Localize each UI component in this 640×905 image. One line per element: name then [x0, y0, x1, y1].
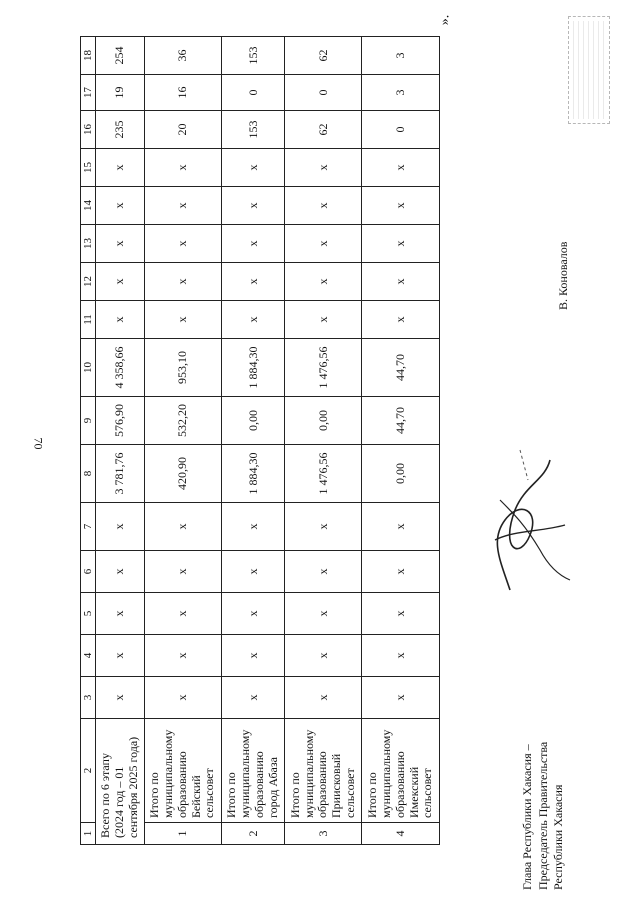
- cell: x: [144, 263, 221, 301]
- cell: 1 884,30: [222, 445, 285, 503]
- cell: x: [144, 301, 221, 339]
- cell: 0: [222, 75, 285, 111]
- cell: 44,70: [362, 339, 440, 397]
- cell: 576,90: [96, 397, 145, 445]
- cell: 0,00: [222, 397, 285, 445]
- header-cell: 16: [81, 111, 96, 149]
- cell: x: [96, 149, 145, 187]
- cell: x: [222, 263, 285, 301]
- cell: 62: [285, 37, 362, 75]
- cell: x: [144, 593, 221, 635]
- table-row: [96, 37, 145, 845]
- header-cell: 14: [81, 187, 96, 225]
- header-cell: 2: [81, 719, 96, 823]
- row-number: 2: [222, 823, 285, 845]
- cell: x: [285, 635, 362, 677]
- cell: x: [222, 635, 285, 677]
- cell: x: [285, 677, 362, 719]
- cell: x: [222, 187, 285, 225]
- table-row: [285, 37, 362, 845]
- cell: 19: [96, 75, 145, 111]
- cell: x: [222, 593, 285, 635]
- cell: 16: [144, 75, 221, 111]
- header-cell: 7: [81, 503, 96, 551]
- cell: x: [144, 503, 221, 551]
- cell: x: [222, 149, 285, 187]
- cell: x: [285, 263, 362, 301]
- cell: x: [96, 593, 145, 635]
- cell: x: [362, 677, 440, 719]
- cell: x: [362, 149, 440, 187]
- cell: x: [362, 263, 440, 301]
- header-cell: 11: [81, 301, 96, 339]
- cell: 153: [222, 111, 285, 149]
- page-number: 70: [31, 437, 46, 450]
- cell: x: [96, 503, 145, 551]
- cell: x: [285, 187, 362, 225]
- data-table: [80, 36, 440, 845]
- cell: x: [144, 551, 221, 593]
- row-name: Итого по муниципальному образованию Бейский сельсовет: [144, 719, 221, 823]
- cell: x: [222, 677, 285, 719]
- cell: 1 476,56: [285, 339, 362, 397]
- cell: x: [285, 551, 362, 593]
- header-cell: 17: [81, 75, 96, 111]
- header-cell: 10: [81, 339, 96, 397]
- header-cell: 4: [81, 635, 96, 677]
- cell: x: [96, 551, 145, 593]
- header-cell: 3: [81, 677, 96, 719]
- signer-position: [520, 650, 567, 890]
- header-cell: 5: [81, 593, 96, 635]
- header-cell: 18: [81, 37, 96, 75]
- cell: x: [144, 149, 221, 187]
- header-cell: 9: [81, 397, 96, 445]
- closing-quote: ».: [437, 14, 453, 26]
- cell: x: [144, 635, 221, 677]
- cell: 0: [362, 111, 440, 149]
- cell: x: [96, 635, 145, 677]
- header-cell: 6: [81, 551, 96, 593]
- signer-position-line: Глава Республики Хакасия –: [520, 744, 534, 890]
- header-cell: 8: [81, 445, 96, 503]
- cell: 0,00: [285, 397, 362, 445]
- cell: 3 781,76: [96, 445, 145, 503]
- header-row: [81, 37, 96, 845]
- cell: x: [222, 225, 285, 263]
- stamp-mark-icon: [568, 16, 610, 124]
- cell: x: [222, 551, 285, 593]
- cell: x: [285, 593, 362, 635]
- cell: 36: [144, 37, 221, 75]
- cell: 3: [362, 37, 440, 75]
- cell: 0: [285, 75, 362, 111]
- cell: 420,90: [144, 445, 221, 503]
- cell: x: [96, 301, 145, 339]
- row-name: Итого по муниципальному образованию Имекский сельсовет: [362, 719, 440, 823]
- cell: x: [362, 187, 440, 225]
- cell: x: [96, 263, 145, 301]
- row-name: Итого по муниципальному образованию город Абаза: [222, 719, 285, 823]
- signer-position-line: Председатель Правительства: [535, 741, 550, 890]
- cell: x: [362, 301, 440, 339]
- cell: x: [285, 149, 362, 187]
- handwritten-signature-icon: [470, 440, 580, 600]
- signer-position-line: Республики Хакасия: [551, 784, 566, 890]
- header-cell: 12: [81, 263, 96, 301]
- cell: x: [285, 225, 362, 263]
- cell: 1 884,30: [222, 339, 285, 397]
- cell: 44,70: [362, 397, 440, 445]
- table-row: [222, 37, 285, 845]
- cell: x: [222, 503, 285, 551]
- cell: x: [222, 301, 285, 339]
- header-cell: 1: [81, 823, 96, 845]
- row-number: 4: [362, 823, 440, 845]
- cell: x: [96, 225, 145, 263]
- cell: x: [96, 187, 145, 225]
- cell: x: [362, 635, 440, 677]
- row-name: Итого по муниципальному образованию Приисковый сельсовет: [285, 719, 362, 823]
- header-cell: 13: [81, 225, 96, 263]
- cell: 20: [144, 111, 221, 149]
- cell: x: [144, 677, 221, 719]
- cell: x: [362, 503, 440, 551]
- cell: 532,20: [144, 397, 221, 445]
- cell: x: [144, 187, 221, 225]
- table-row: [362, 37, 440, 845]
- cell: x: [362, 225, 440, 263]
- cell: x: [362, 551, 440, 593]
- cell: 4 358,66: [96, 339, 145, 397]
- cell: x: [285, 503, 362, 551]
- cell: x: [362, 593, 440, 635]
- cell: 153: [222, 37, 285, 75]
- row-name: Всего по 6 этапу (2024 год – 01 сентября 2025 года): [96, 719, 145, 845]
- cell: x: [144, 225, 221, 263]
- cell: 953,10: [144, 339, 221, 397]
- row-number: 3: [285, 823, 362, 845]
- table-container: [80, 45, 440, 845]
- cell: 3: [362, 75, 440, 111]
- cell: 0,00: [362, 445, 440, 503]
- table-row: [144, 37, 221, 845]
- cell: x: [285, 301, 362, 339]
- header-cell: 15: [81, 149, 96, 187]
- cell: 235: [96, 111, 145, 149]
- cell: 62: [285, 111, 362, 149]
- row-number: 1: [144, 823, 221, 845]
- cell: 1 476,56: [285, 445, 362, 503]
- cell: x: [96, 677, 145, 719]
- cell: 254: [96, 37, 145, 75]
- signer-name: В. Коновалов: [556, 241, 570, 310]
